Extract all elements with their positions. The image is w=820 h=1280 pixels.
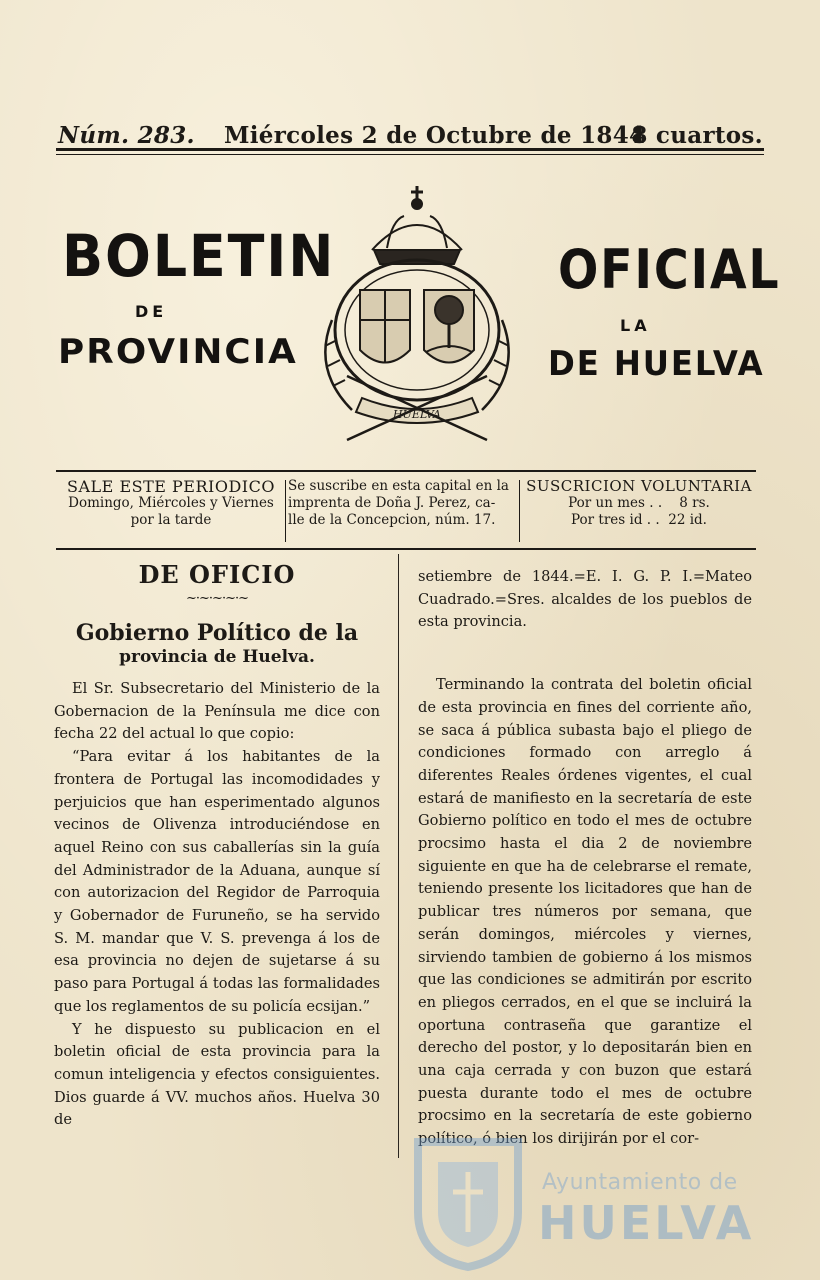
sale-time: por la tarde [130, 512, 212, 528]
subscription-box [56, 470, 756, 550]
crest-ribbon-label: HUELVA [392, 408, 442, 421]
price-three [522, 512, 756, 529]
issue-price: 8 cuartos. [631, 122, 763, 149]
header-rule-thin [56, 154, 764, 155]
masthead-de-huelva: DE HUELVA [548, 344, 765, 384]
column-divider [398, 554, 399, 1158]
paragraph-gap [418, 634, 752, 674]
article-subtitle: provincia de Huelva. [119, 647, 315, 667]
voluntary-title: SUSCRICION VOLUNTARIA [526, 477, 752, 495]
article-paragraph: El Sr. Subsecretario del Ministerio de la Gobernacion de la Península me dice con fecha 22 del actual lo que copio: [54, 680, 380, 743]
archive-watermark [408, 1132, 755, 1272]
article-paragraph: “Para evitar á los habitantes de la frontera de Portugal las incomodidades y perjuicios que han esperimentado algunos vecinos de Olivenza introduciéndose en aquel Reino con sus caballerías sin la guía del Administrador de la Aduana, aunque sí con autorizacion del Regidor de Parroquia y Gobernador de Furuneño, se ha servido S. M. mandar que V. S. prevenga á los de esa provincia no dejen de sujetarse á su paso para Portugal á todas las formalidades que los reglamentos de su policía ecsijan.” [54, 748, 380, 1015]
article-paragraph: Terminando la contrata del boletin oficial de esta provincia en fines del corriente año, se saca á pública subasta bajo el pliego de condiciones formado con arreglo á diferentes Reales órdenes vigentes, el cual estará de manifiesto en la secretaría de este Gobierno político en todo el mes de octubre procsimo hasta el dia 2 de noviembre siguiente en que ha de celebrarse el remate, teniendo presente los licitadores que han de publicar tres números por semana, que serán domingos, miércoles y viernes, sirviendo tambien de gobierno á los mismos que las condiciones se admitirán por escrito en pliegos cerrados, en el que se incluirá la oportuna contraseña que garantize el derecho del postor, y lo depositarán bien en una caja cerrada y con buzon que estará puesta durante todo el mes de octubre procsimo en la secretaría de este gobierno político, ó bien los dirijirán por el cor- [418, 676, 752, 1148]
issue-number: Núm. 283. [58, 122, 195, 149]
issue-date: Miércoles 2 de Octubre de 1844 [224, 122, 646, 149]
box-divider [285, 480, 286, 542]
masthead-boletin: BOLETIN [62, 222, 336, 290]
masthead-provincia: PROVINCIA [58, 332, 298, 372]
masthead-de: DE [135, 302, 168, 321]
watermark-line-1: Ayuntamiento de [542, 1170, 738, 1195]
where-line-1: Se suscribe en esta capital en la [288, 478, 509, 494]
issue-line [58, 118, 763, 158]
header-rule [56, 148, 764, 151]
masthead-la: LA [620, 316, 651, 335]
right-column [418, 566, 752, 1151]
section-title: DE OFICIO [138, 560, 296, 589]
sale-days: Domingo, Miércoles y Viernes [68, 495, 274, 511]
coat-of-arms-icon [292, 180, 542, 450]
where-info [288, 478, 520, 529]
voluntary-info [522, 478, 756, 529]
price-month [522, 495, 756, 512]
price-three-label: Por tres id . . [571, 512, 660, 528]
price-three-value: 22 id. [668, 512, 707, 528]
left-column [54, 556, 380, 1132]
sale-info [58, 478, 284, 529]
where-line-2: imprenta de Doña J. Perez, ca- [288, 495, 496, 511]
watermark-line-2: HUELVA [538, 1196, 755, 1250]
masthead-oficial: OFICIAL [558, 238, 781, 301]
city-shield-icon [408, 1132, 528, 1272]
article-paragraph: Y he dispuesto su publicacion en el boletin oficial de esta provincia para la comun inteligencia y efectos consiguientes. Dios guarde á VV. muchos años. Huelva 30 de [54, 1020, 380, 1129]
box-divider [519, 480, 520, 542]
article-paragraph: setiembre de 1844.=E. I. G. P. I.=Mateo Cuadrado.=Sres. alcaldes de los pueblos de esta provincia. [418, 568, 752, 631]
article-title: Gobierno Político de la [75, 620, 359, 646]
where-line-3: lle de la Concepcion, núm. 17. [288, 512, 496, 528]
price-month-label: Por un mes . . [568, 495, 663, 511]
sale-title: SALE ESTE PERIODICO [67, 477, 275, 496]
price-month-value: 8 rs. [679, 495, 710, 511]
ornament-divider: ~·~·~·~·~ [186, 591, 248, 606]
